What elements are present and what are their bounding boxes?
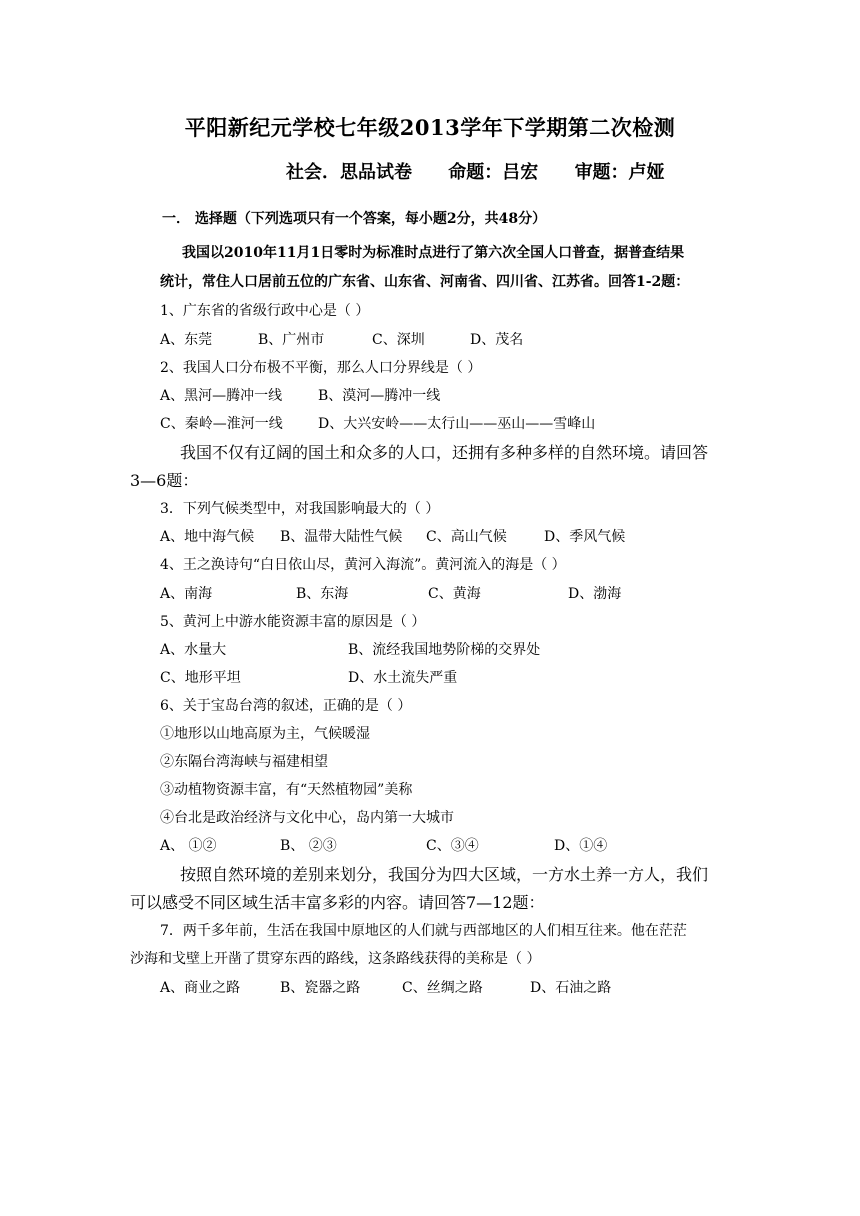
option-a: A、水量大 [160,642,227,658]
question-stem: 5、黄河上中游水能资源丰富的原因是（ ） [160,614,426,630]
option-d: D、石油之路 [530,980,612,996]
option-c: C、秦岭—淮河一线 [160,416,283,432]
reviewer-name: 审题：卢娅 [574,162,665,183]
option-c: C、深圳 [372,332,425,348]
section-heading: 一． 选择题（下列选项只有一个答案，每小题2分，共48分） [162,211,547,227]
statement-item: ③动植物资源丰富，有“天然植物园”美称 [160,782,413,798]
option-a: A、 ①② [160,838,217,854]
option-b: B、广州市 [258,332,325,348]
option-c: C、黄海 [428,586,481,602]
option-c: C、高山气候 [426,529,507,545]
question-stem: 6、关于宝岛台湾的叙述，正确的是（ ） [160,698,412,714]
option-a: A、南海 [160,586,213,602]
intro-paragraph-line: 可以感受不同区域生活丰富多彩的内容。请回答7—12题： [130,893,545,912]
option-a: A、商业之路 [160,980,241,996]
option-b: B、温带大陆性气候 [280,529,403,545]
option-d: D、水土流失严重 [348,670,458,686]
option-b: B、 ②③ [280,838,337,854]
option-d: D、渤海 [568,586,622,602]
statement-item: ①地形以山地高原为主，气候暖湿 [160,726,370,742]
page-title: 平阳新纪元学校七年级2013学年下学期第二次检测 [184,115,676,140]
intro-paragraph-line: 我国以2010年11月1日零时为标准时点进行了第六次全国人口普查，据普查结果 [182,245,685,261]
option-a: A、地中海气候 [160,529,255,545]
question-stem: 沙海和戈壁上开凿了贯穿东西的路线，这条路线获得的美称是（ ） [130,951,541,967]
option-c: C、丝绸之路 [402,980,483,996]
option-c: C、③④ [426,838,479,854]
option-a: A、黑河—腾冲一线 [160,388,283,404]
question-stem: 1、广东省的省级行政中心是（ ） [160,303,370,319]
intro-paragraph-line: 统计，常住人口居前五位的广东省、山东省、河南省、四川省、江苏省。回答1-2题： [160,274,690,290]
option-b: B、流经我国地势阶梯的交界处 [348,642,541,658]
paper-name: 社会．思品试卷 [286,162,412,183]
option-d: D、大兴安岭——太行山——巫山——雪峰山 [318,416,596,432]
option-a: A、东莞 [160,332,213,348]
option-b: B、漠河—腾冲一线 [318,388,441,404]
intro-paragraph-line: 按照自然环境的差别来划分，我国分为四大区域，一方水土养一方人，我们 [180,865,709,884]
setter-name: 命题：吕宏 [448,162,539,183]
statement-item: ②东隔台湾海峡与福建相望 [160,754,328,770]
option-d: D、季风气候 [544,529,626,545]
question-stem: 3．下列气候类型中，对我国影响最大的（ ） [160,501,440,517]
question-stem: 4、王之涣诗句“白日依山尽，黄河入海流”。黄河流入的海是（ ） [160,557,566,573]
statement-item: ④台北是政治经济与文化中心，岛内第一大城市 [160,810,454,826]
option-c: C、地形平坦 [160,670,241,686]
question-stem: 7．两千多年前，生活在我国中原地区的人们就与西部地区的人们相互往来。他在茫茫 [160,923,687,939]
question-stem: 2、我国人口分布极不平衡，那么人口分界线是（ ） [160,360,482,376]
option-d: D、①④ [554,838,608,854]
option-d: D、茂名 [470,332,524,348]
page-subtitle [286,158,665,184]
intro-paragraph-line: 3—6题： [130,471,199,490]
intro-paragraph-line: 我国不仅有辽阔的国土和众多的人口，还拥有多种多样的自然环境。请回答 [180,443,709,462]
option-b: B、东海 [296,586,349,602]
option-b: B、瓷器之路 [280,980,361,996]
